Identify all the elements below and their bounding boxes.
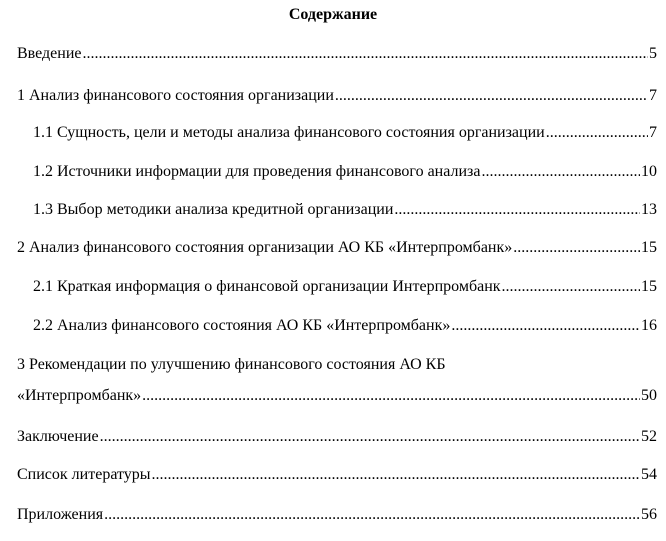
toc-entry-text: 3 Рекомендации по улучшению финансового состояния АО КБ — [17, 356, 446, 373]
dot-leader — [451, 316, 640, 336]
toc-entry-text: Список литературы — [17, 466, 151, 483]
toc-entry-text: Приложения — [17, 506, 104, 523]
dot-leader — [104, 505, 640, 525]
toc-entry-text: 2.2 Анализ финансового состояния АО КБ «Интерпромбанк» — [33, 317, 451, 334]
toc-entry-page: 15 — [641, 239, 657, 256]
dot-leader — [394, 200, 640, 220]
toc-entry-text: 1.1 Сущность, цели и методы анализа финансового состояния организации — [33, 124, 545, 141]
toc-entry-page: 7 — [649, 124, 657, 141]
toc-entry-section-1-2[interactable] — [33, 162, 657, 182]
toc-entry-chapter-3[interactable] — [17, 386, 657, 406]
toc-entry-chapter-1[interactable] — [17, 86, 657, 106]
dot-leader — [142, 386, 640, 406]
toc-entry-conclusion[interactable] — [17, 427, 657, 447]
toc-title: Содержание — [288, 6, 378, 23]
toc-entry-text: Введение — [17, 45, 82, 62]
dot-leader — [546, 123, 648, 143]
toc-entry-bibliography[interactable] — [17, 465, 657, 485]
toc-entry-section-2-2[interactable] — [33, 316, 657, 336]
toc-entry-chapter-2[interactable] — [17, 238, 657, 258]
toc-entry-chapter-3-line-1[interactable] — [17, 355, 446, 375]
toc-entry-page: 16 — [641, 317, 657, 334]
dot-leader — [481, 162, 640, 182]
toc-entry-page: 56 — [641, 506, 657, 523]
toc-entry-introduction[interactable] — [17, 44, 657, 64]
toc-entry-section-2-1[interactable] — [33, 277, 657, 297]
dot-leader — [83, 44, 649, 64]
toc-entry-page: 52 — [641, 428, 657, 445]
toc-entry-text: «Интерпромбанк» — [17, 387, 142, 404]
toc-entry-section-1-3[interactable] — [33, 200, 657, 220]
toc-entry-text: 1 Анализ финансового состояния организации — [17, 87, 334, 104]
toc-entry-page: 7 — [649, 87, 657, 104]
toc-entry-text: 2.1 Краткая информация о финансовой организации Интерпромбанк — [33, 278, 501, 295]
dot-leader — [502, 277, 640, 297]
toc-entry-page: 54 — [641, 466, 657, 483]
dot-leader — [100, 427, 640, 447]
toc-entry-page: 15 — [641, 278, 657, 295]
toc-entry-appendices[interactable] — [17, 505, 657, 525]
toc-entry-text: 1.2 Источники информации для проведения финансового анализа — [33, 163, 481, 180]
toc-entry-section-1-1[interactable] — [33, 123, 657, 143]
toc-entry-page: 13 — [641, 201, 657, 218]
dot-leader — [513, 238, 640, 258]
dot-leader — [335, 86, 648, 106]
toc-entry-page: 50 — [641, 387, 657, 404]
toc-entry-text: 1.3 Выбор методики анализа кредитной организации — [33, 201, 394, 218]
toc-entry-page: 5 — [649, 45, 657, 62]
toc-entry-page: 10 — [641, 163, 657, 180]
toc-entry-text: 2 Анализ финансового состояния организации АО КБ «Интерпромбанк» — [17, 239, 513, 256]
toc-entry-text: Заключение — [17, 428, 99, 445]
dot-leader — [152, 465, 640, 485]
